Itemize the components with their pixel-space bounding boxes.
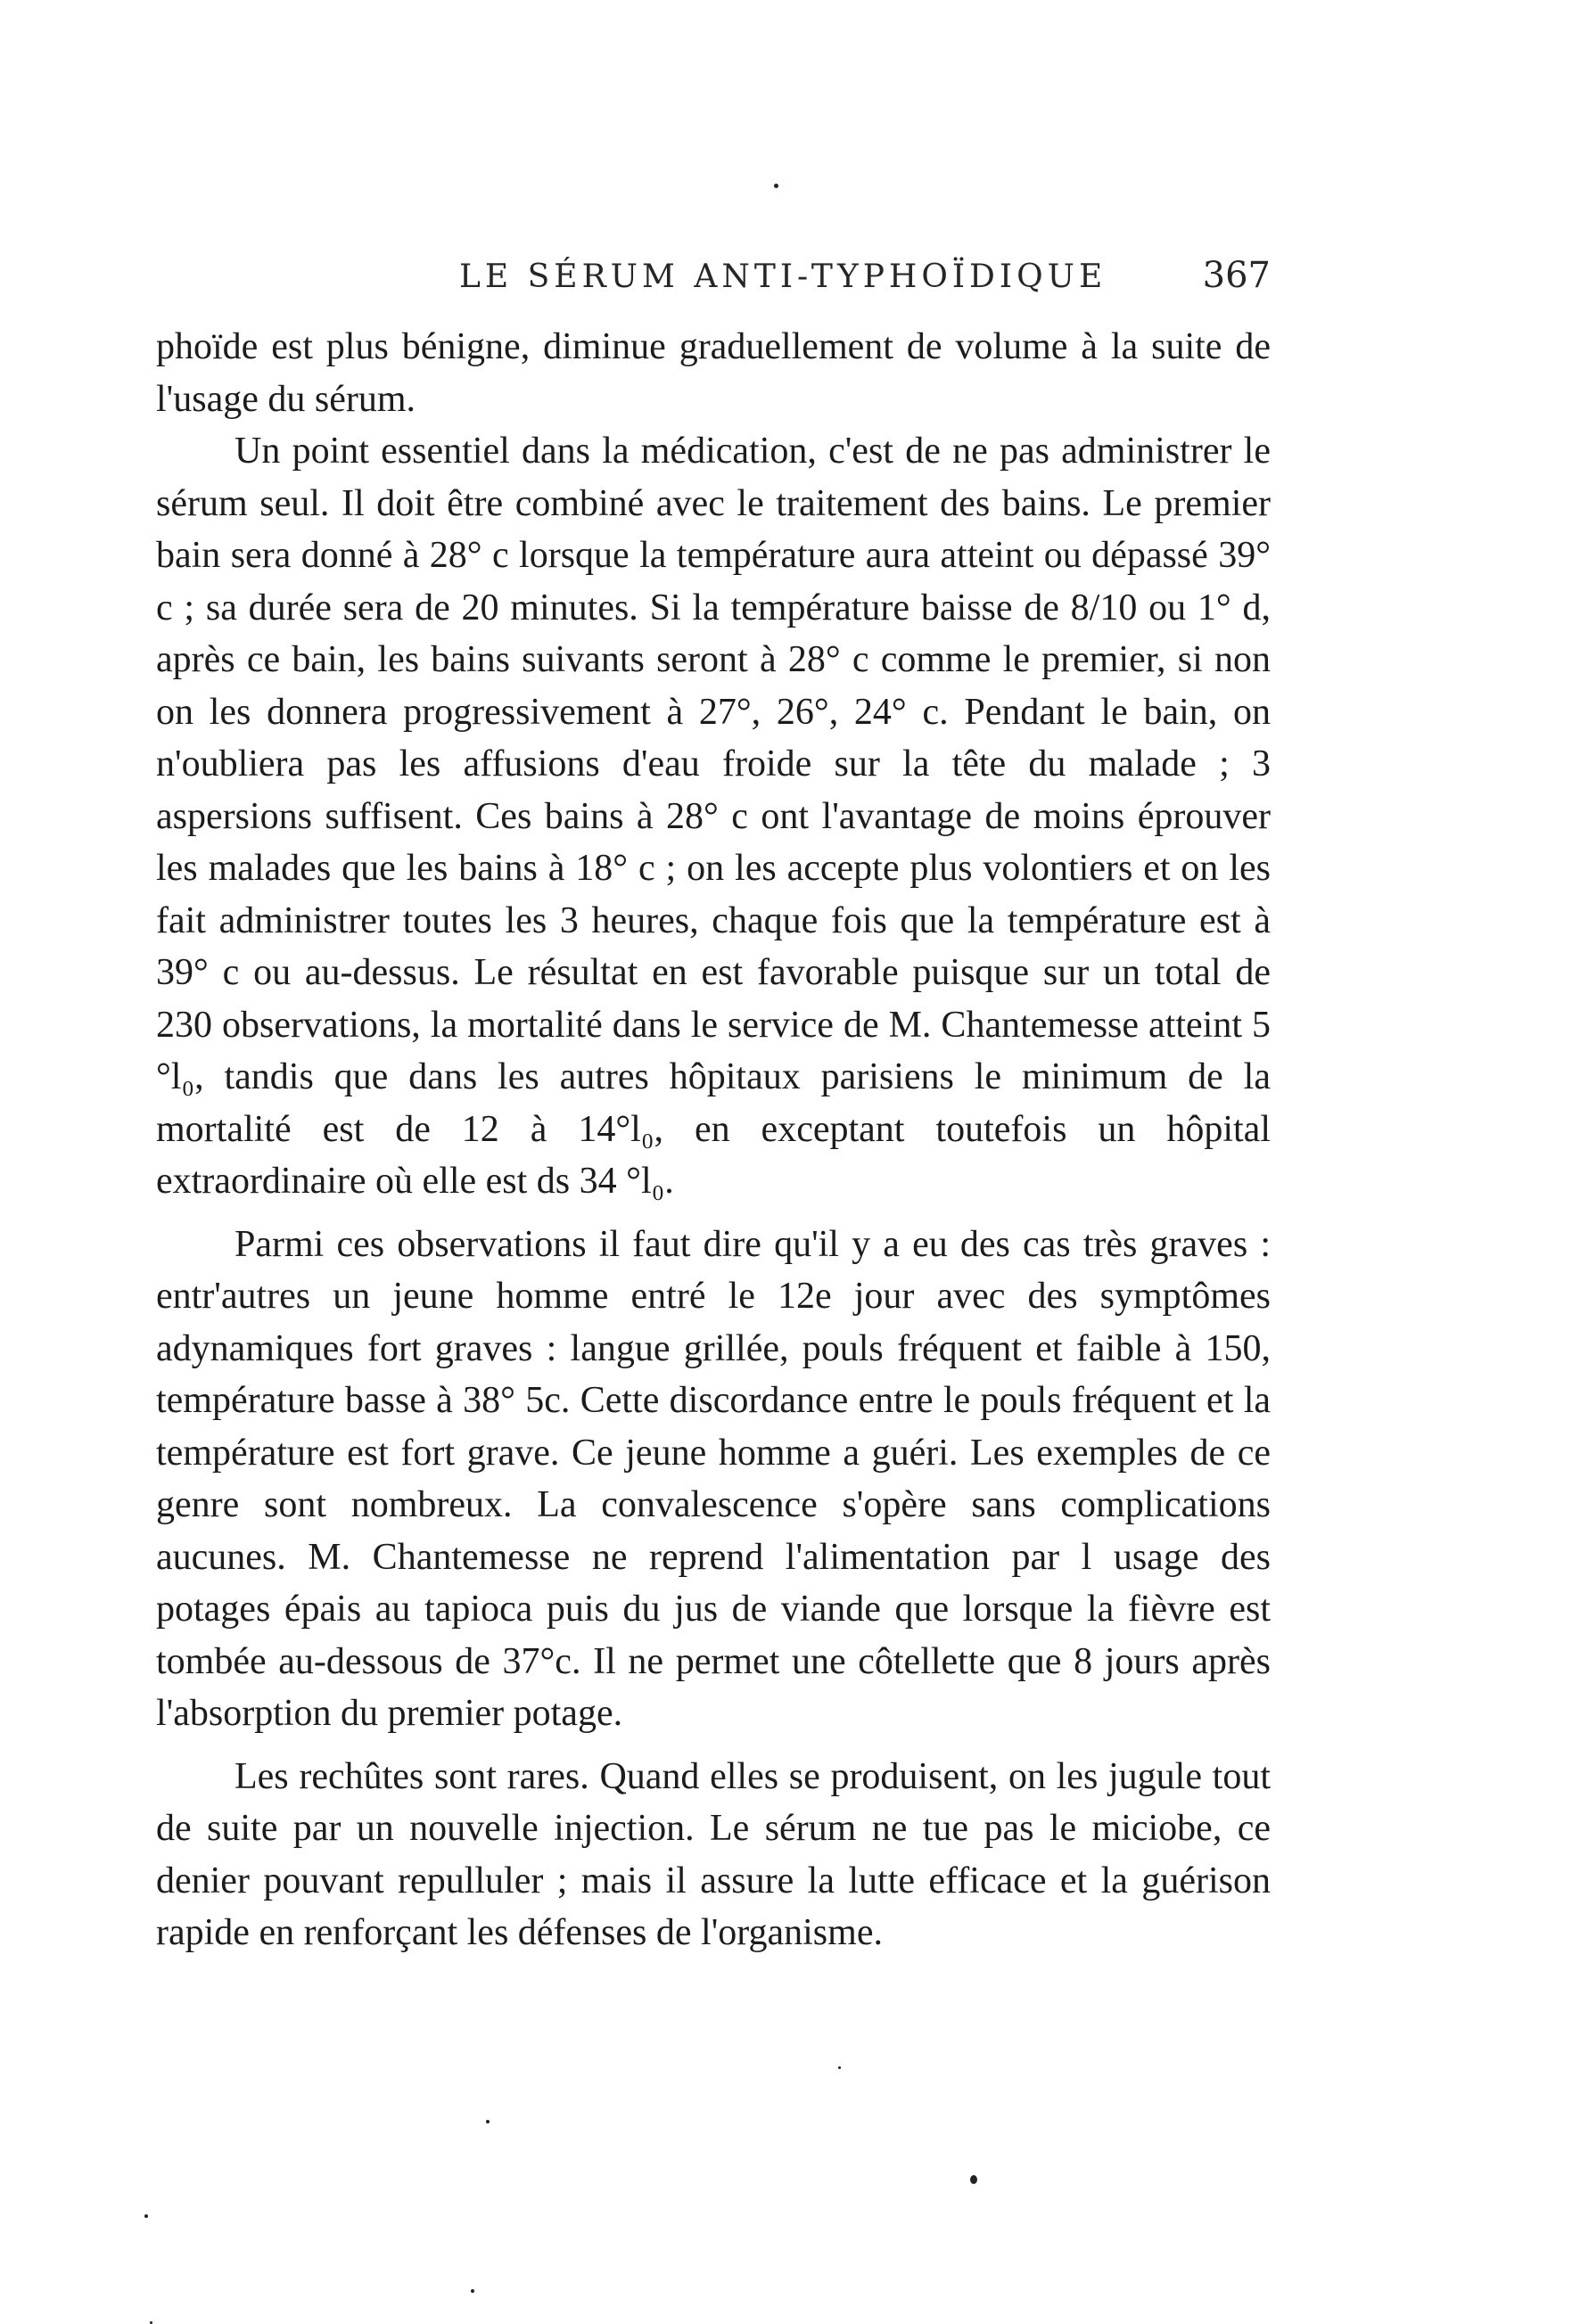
page-number: 367 [1202,255,1271,296]
scan-speck [970,2175,977,2184]
scan-speck [486,2120,490,2123]
running-title: LE SÉRUM ANTI-TYPHOÏDIQUE [459,259,1107,295]
scan-speck [144,2214,148,2218]
scan-speck [774,184,778,188]
scan-speck [471,2289,474,2293]
paragraph-relapses: Les rechûtes sont rares. Quand elles se produisent, on les jugule tout de suite par un nouvelle injection. Le sérum ne tue pas le miciobe, ce denier pouvant repulluler ; mais il assure la lutte efficace et la guérison rapide en renforçant les défenses de l'organisme. [156,1755,1271,1953]
paragraph-grave-cases: Parmi ces observations il faut dire qu'il y a eu des cas très graves : entr'autres un jeune homme entré le 12e jour avec des symptômes adynamiques fort graves : langue grillée, pouls fréquent et faible à 150, température basse à 38° 5c. Cette discordance entre le pouls fréquent et la température est fort grave. Ce jeune homme a guéri. Les exemples de ce genre sont nombreux. La convalescence s'opère sans complications aucunes. M. Chantemesse ne reprend l'alimentation par l usage des potages épais au tapioca puis du jus de viande que lorsque la fièvre est tombée au-dessous de 37°c. Il ne permet une côtellette que 8 jours après l'absorption du premier potage. [156,1223,1271,1734]
paragraph-bath-treatment: Un point essentiel dans la médication, c'est de ne pas administrer le sérum seul. Il doit être combiné avec le traitement des bains. Le premier bain sera donné à 28° c lorsque la température aura atteint ou dépassé 39° c ; sa durée sera de 20 minutes. Si la température baisse de 8/10 ou 1° d, après ce bain, les bains suivants seront à 28° c comme le premier, si non on les donnera progressivement à 27°, 26°, 24° c. Pendant le bain, on n'oubliera pas les affusions d'eau froide sur la tête du malade ; 3 aspersions suffisent. Ces bains à 28° c ont l'avantage de moins éprouver les malades que les bains à 18° c ; on les accepte plus volontiers et on les fait administrer toutes les 3 heures, chaque fois que la température est à 39° c ou au-dessus. Le résultat en est favorable puisque sur un total de 230 observations, la mortalité dans le service de M. Chantemesse atteint 5 °l₀, tandis que dans les autres hôpitaux parisiens le minimum de la mortalité est de 12 à 14°l₀, en exceptant toutefois un hôpital extraordinaire où elle est ds 34 °l₀. [156,431,1271,1202]
paragraph-continuation: phoïde est plus bénigne, diminue graduellement de volume à la suite de l'usage du sérum. [156,326,1271,420]
body-text [156,321,1271,1959]
running-head [156,251,1271,305]
scan-speck [838,2066,841,2069]
